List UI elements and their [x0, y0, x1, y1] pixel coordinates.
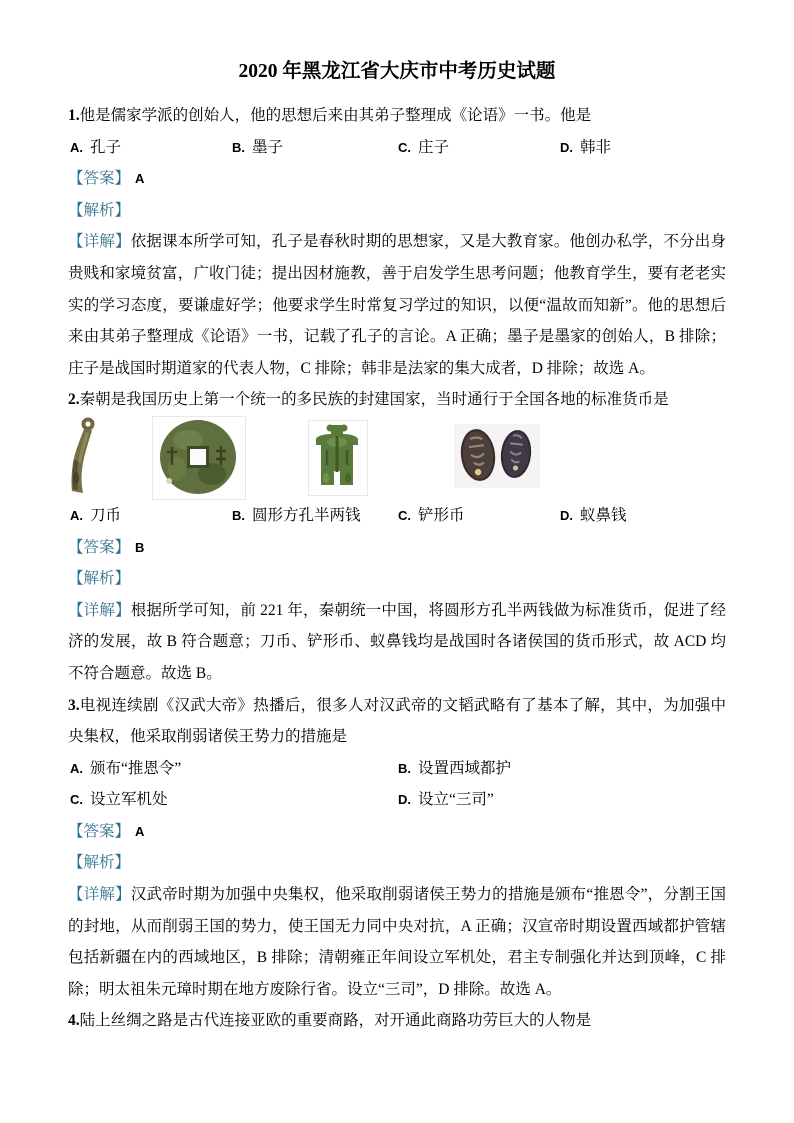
ant-nose-coins-image	[454, 424, 540, 488]
option-3b	[398, 753, 511, 785]
question-4	[68, 1005, 726, 1037]
question-3-options-row-2	[68, 784, 726, 816]
detail-text: 根据所学可知，前 221 年，秦朝统一中国，将圆形方孔半两钱做为标准货币，促进了经济的发展，故 B 符合题意；刀币、铲形币、蚁鼻钱均是战国时各诸侯国的货币形式，故 ACD 均不符合题意。故选 B。	[68, 601, 726, 682]
question-2-coin-images	[68, 416, 726, 500]
option-text: 设置西域都护	[418, 759, 512, 777]
analysis-label: 【解析】	[68, 854, 131, 872]
option-2d	[560, 500, 627, 532]
question-1-stem: 1.他是儒家学派的创始人，他的思想后来由其弟子整理成《论语》一书。他是	[68, 107, 592, 124]
question-number: 3.	[68, 696, 80, 714]
option-label: C.	[70, 792, 83, 808]
option-1d	[560, 132, 611, 164]
option-label: D.	[560, 507, 573, 523]
option-3c	[70, 784, 168, 816]
ant-nose-coins-graphic	[454, 424, 540, 486]
question-4-stem: 4.陆上丝绸之路是古代连接亚欧的重要商路，对开通此商路功劳巨大的人物是	[68, 1012, 592, 1030]
knife-coin-graphic	[62, 416, 102, 496]
answer-label: 【答案】	[68, 170, 131, 188]
question-3-analysis	[68, 847, 726, 879]
option-label: A.	[70, 507, 83, 523]
question-1	[68, 100, 726, 384]
question-2-answer	[68, 532, 726, 564]
detail-label: 【详解】	[68, 233, 131, 251]
option-label: B.	[398, 760, 411, 776]
option-text: 圆形方孔半两钱	[252, 506, 361, 524]
page-title: 2020 年黑龙江省大庆市中考历史试题	[238, 61, 556, 82]
question-3-stem: 3.电视连续剧《汉武大帝》热播后，很多人对汉武帝的文韬武略有了基本了解，其中，为加强中央集权，他采取削弱诸侯王势力的措施是	[68, 696, 726, 746]
option-text: 墨子	[252, 138, 284, 156]
detail-label: 【详解】	[68, 601, 131, 619]
answer-value: A	[135, 823, 145, 839]
option-3d	[398, 784, 494, 816]
question-number: 2.	[68, 391, 80, 409]
option-text: 庄子	[418, 138, 450, 156]
knife-coin-image	[62, 416, 102, 496]
option-text: 铲形币	[418, 506, 465, 524]
question-number: 1.	[68, 107, 80, 124]
question-number: 4.	[68, 1012, 80, 1030]
option-1b	[232, 132, 283, 164]
option-label: B.	[232, 139, 245, 155]
option-label: D.	[398, 792, 411, 808]
spade-coin-graphic	[309, 421, 365, 493]
detail-text: 汉武帝时期为加强中央集权，他采取削弱诸侯王势力的措施是颁布“推恩令”，分割王国的封地，从而削弱王国的势力，使王国无力同中央对抗，A 正确；汉宣帝时期设置西域都护管辖包括新疆在内的西域地区，B 排除；清朝雍正年间设立军机处，君主专制强化并达到顶峰，C 排除；明太祖朱元璋时期在地方废除行省。设立“三司”，D 排除。故选 A。	[68, 886, 726, 998]
question-3	[68, 690, 726, 1006]
option-2b	[232, 500, 361, 532]
round-coin-graphic	[153, 417, 243, 497]
option-label: B.	[232, 507, 245, 523]
option-text: 设立军机处	[90, 791, 168, 809]
option-text: 孔子	[90, 138, 122, 156]
question-1-detail	[68, 226, 726, 384]
option-text: 韩非	[580, 138, 612, 156]
option-label: A.	[70, 760, 83, 776]
spade-coin-image	[308, 420, 368, 496]
answer-label: 【答案】	[68, 822, 131, 840]
analysis-label: 【解析】	[68, 570, 131, 588]
question-2	[68, 384, 726, 689]
option-2a	[70, 500, 121, 532]
detail-label: 【详解】	[68, 886, 131, 904]
answer-label: 【答案】	[68, 538, 131, 556]
question-2-options	[68, 500, 726, 532]
question-2-detail	[68, 595, 726, 690]
option-1a	[70, 132, 121, 164]
question-1-analysis	[68, 195, 726, 227]
answer-value: B	[135, 539, 145, 555]
option-text: 颁布“推恩令”	[90, 759, 182, 777]
question-2-analysis	[68, 563, 726, 595]
option-3a	[70, 753, 181, 785]
question-2-stem: 2.秦朝是我国历史上第一个统一的多民族的封建国家，当时通行于全国各地的标准货币是	[68, 391, 669, 409]
option-2c	[398, 500, 465, 532]
option-label: D.	[560, 139, 573, 155]
option-label: A.	[70, 139, 83, 155]
question-1-answer	[68, 163, 726, 195]
question-1-options	[68, 132, 726, 164]
round-coin-image	[152, 416, 246, 500]
option-label: C.	[398, 139, 411, 155]
detail-text: 依据课本所学可知，孔子是春秋时期的思想家，又是大教育家。他创办私学，不分出身贵贱和家境贫富，广收门徒；提出因材施教，善于启发学生思考问题；他教育学生，要有老老实实的学习态度，要谦虚好学；他要求学生时常复习学过的知识，以便“温故而知新”。他的思想后来由其弟子整理成《论语》一书，记载了孔子的言论。A 正确；墨子是墨家的创始人，B 排除；庄子是战国时期道家的代表人物，C 排除；韩非是法家的集大成者，D 排除；故选 A。	[68, 233, 726, 377]
option-text: 蚁鼻钱	[580, 506, 627, 524]
analysis-label: 【解析】	[68, 201, 131, 219]
option-label: C.	[398, 507, 411, 523]
answer-value: A	[135, 171, 145, 187]
question-3-answer	[68, 816, 726, 848]
option-1c	[398, 132, 449, 164]
question-3-options-row-1	[68, 753, 726, 785]
question-3-detail	[68, 879, 726, 1005]
option-text: 刀币	[90, 506, 122, 524]
option-text: 设立“三司”	[418, 791, 494, 809]
